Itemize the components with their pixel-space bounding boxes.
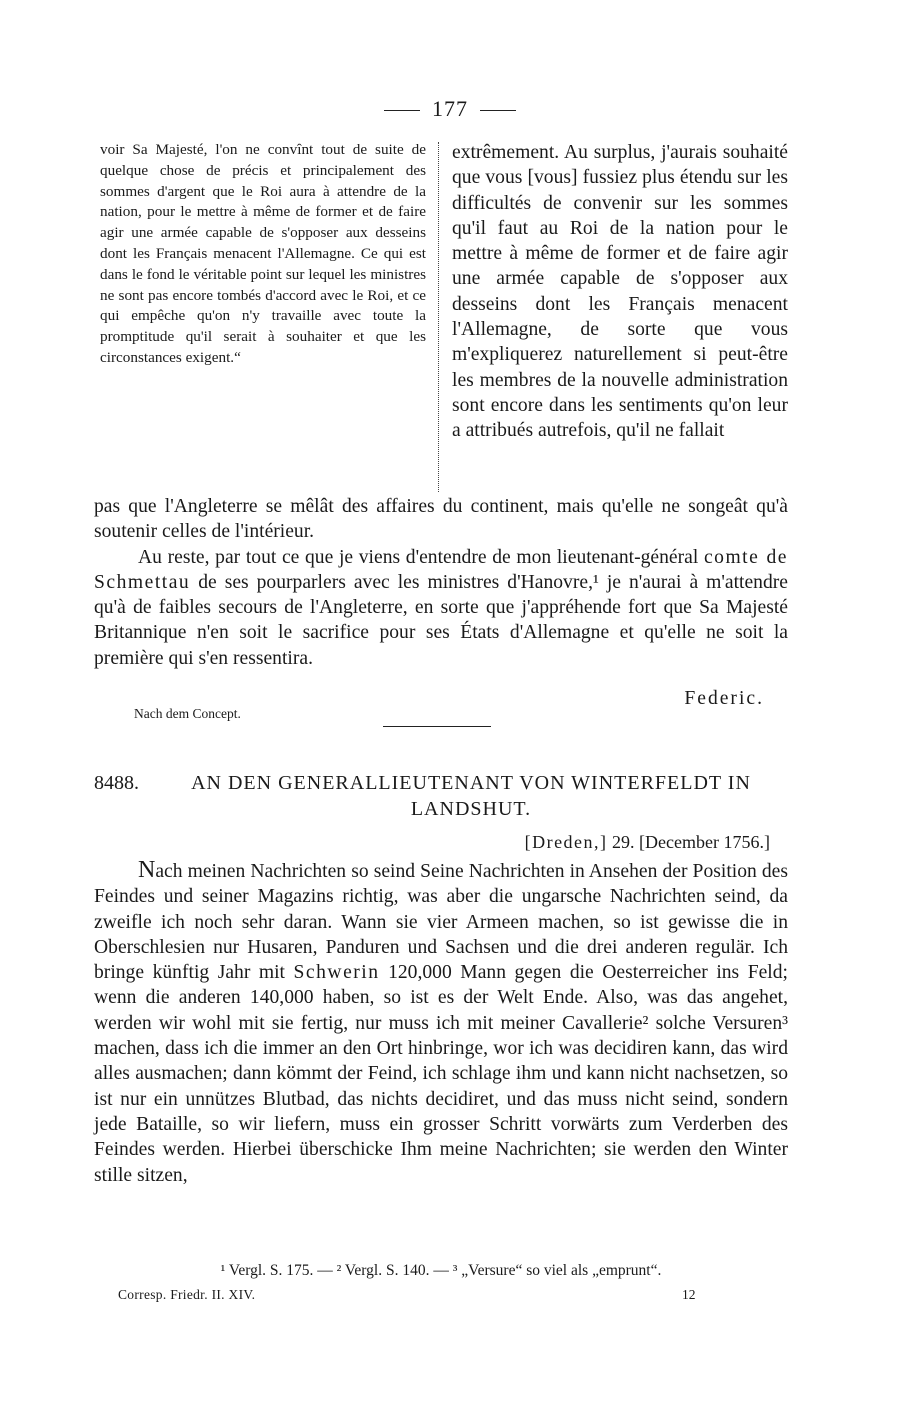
letter-date: 29. [December 1756.] [612, 832, 770, 852]
footnotes: ¹ Vergl. S. 175. — ² Vergl. S. 140. — ³ „Versure“ so viel als „emprunt“. [220, 1262, 662, 1279]
right-column [452, 140, 788, 444]
letter-place: [Dreden,] [524, 832, 608, 852]
paragraph2-part2: de ses pourparlers avec les ministres d'Hanovre,¹ je n'aurai à m'attendre qu'à de faibles secours de l'Angleterre, en sorte que j'appréhende fort que Sa Majesté Britannique n'en soit le sacrifice pour ses États d'Allemagne et qu'elle ne soit la première qui s'en ressentira. [94, 571, 788, 669]
letter-body-part1: ach meinen Nachrichten so seind Seine Nachrichten in Ansehen der Position des Feindes und seiner Magazins richtig, was aber die ungarsche Nachrichten seind, da zweifle ich noch sehr daran. Wann sie vier Armeen machen, so ist gewisse die in Oberschlesien nur Husaren, Panduren und Sachsen und die drei anderen regulär. Ich bringe künftig Jahr mit [94, 861, 788, 984]
letter-paragraph [94, 858, 788, 1188]
left-column [100, 140, 426, 369]
continuation-paragraph-2 [94, 545, 788, 671]
letter-body [94, 858, 788, 1188]
paragraph2-spaced-name: comte de Schmettau [94, 546, 788, 593]
letter-body-part2: 120,000 Mann gegen die Oesterreicher ins Feld; wenn die anderen 140,000 haben, so ist es der Welt Ende. Also, was das angehet, werden wir wohl mit sie fertig, nur muss ich mit meiner Cavallerie² solche Versuren³ machen, dass ich die immer an den Ort hinbringe, wor ich was decidiren kann, das wird alles ausmachen; dann kömmt der Feind, ich schlage ihm und kann nicht nachsetzen, so ist nur ein unnützes Blutbad, das nichts decidiret, und das muss nicht seind, sondern jede Bataille, so wir liefern, muss ein grosser Schritt vorwärts zum Verderben des Feindes werden. Hierbei überschicke Ihm meine Nachrichten; sie werden den Winter stille sitzen, [94, 962, 788, 1186]
letter-dateline [94, 832, 770, 853]
page-number-dash-left [384, 110, 420, 111]
letter-title: AN DEN GENERALLIEUTENANT VON WINTERFELDT IN LANDSHUT. [191, 772, 751, 820]
letter-number: 8488. [94, 772, 139, 794]
section-separator [383, 726, 491, 727]
paragraph2-part1: Au reste, par tout ce que je viens d'entendre de mon lieutenant-général [138, 546, 704, 568]
page-number-dash-right [480, 110, 516, 111]
source-note: Nach dem Concept. [134, 706, 241, 721]
continuation-paragraph-1: pas que l'Angleterre se mêlât des affaires du continent, mais qu'elle ne songeât qu'à soutenir celles de l'intérieur. [94, 496, 788, 543]
right-column-text: extrêmement. Au surplus, j'aurais souhaité que vous [vous] fussiez plus étendu sur les difficultés de convenir sur les sommes qu'il faut au Roi de la nation pour le mettre à même de former et de faire agir une armée capable de s'opposer aux desseins dont les Français menacent l'Allemagne, de sorte que vous m'expliquerez naturellement si peut-être les membres de la nouvelle administration sont encore dans les sentiments qu'on leur a attribués autrefois, qu'il ne fallait [452, 142, 788, 442]
footer-signature: Corresp. Friedr. II. XIV. [118, 1287, 256, 1302]
continuation-text [94, 494, 788, 671]
letter-body-spaced-name: Schwerin [293, 962, 380, 984]
letter-dropcap: N [138, 857, 156, 883]
letter-heading [94, 770, 788, 822]
left-column-text: voir Sa Majesté, l'on ne convînt tout de suite de quelque chose de précis et principalement des sommes d'argent que le Roi aura à attendre de la nation, pour le mettre à même de former et de faire agir une armée capable de s'opposer aux desseins dont les Français menacent l'Allemagne. Ce qui est dans le fond le véritable point sur lequel les ministres ne sont pas encore tombés d'accord avec le Roi, et ce qui empêche qu'on n'y travaille avec toute la promptitude qu'il serait à souhaiter et que les circonstances exigent.“ [100, 141, 426, 366]
footer-sheet-number: 12 [682, 1287, 696, 1302]
page-number: 177 [432, 96, 468, 121]
signature: Federic. [684, 688, 764, 709]
page-number-line [0, 96, 900, 122]
column-divider [438, 142, 439, 492]
